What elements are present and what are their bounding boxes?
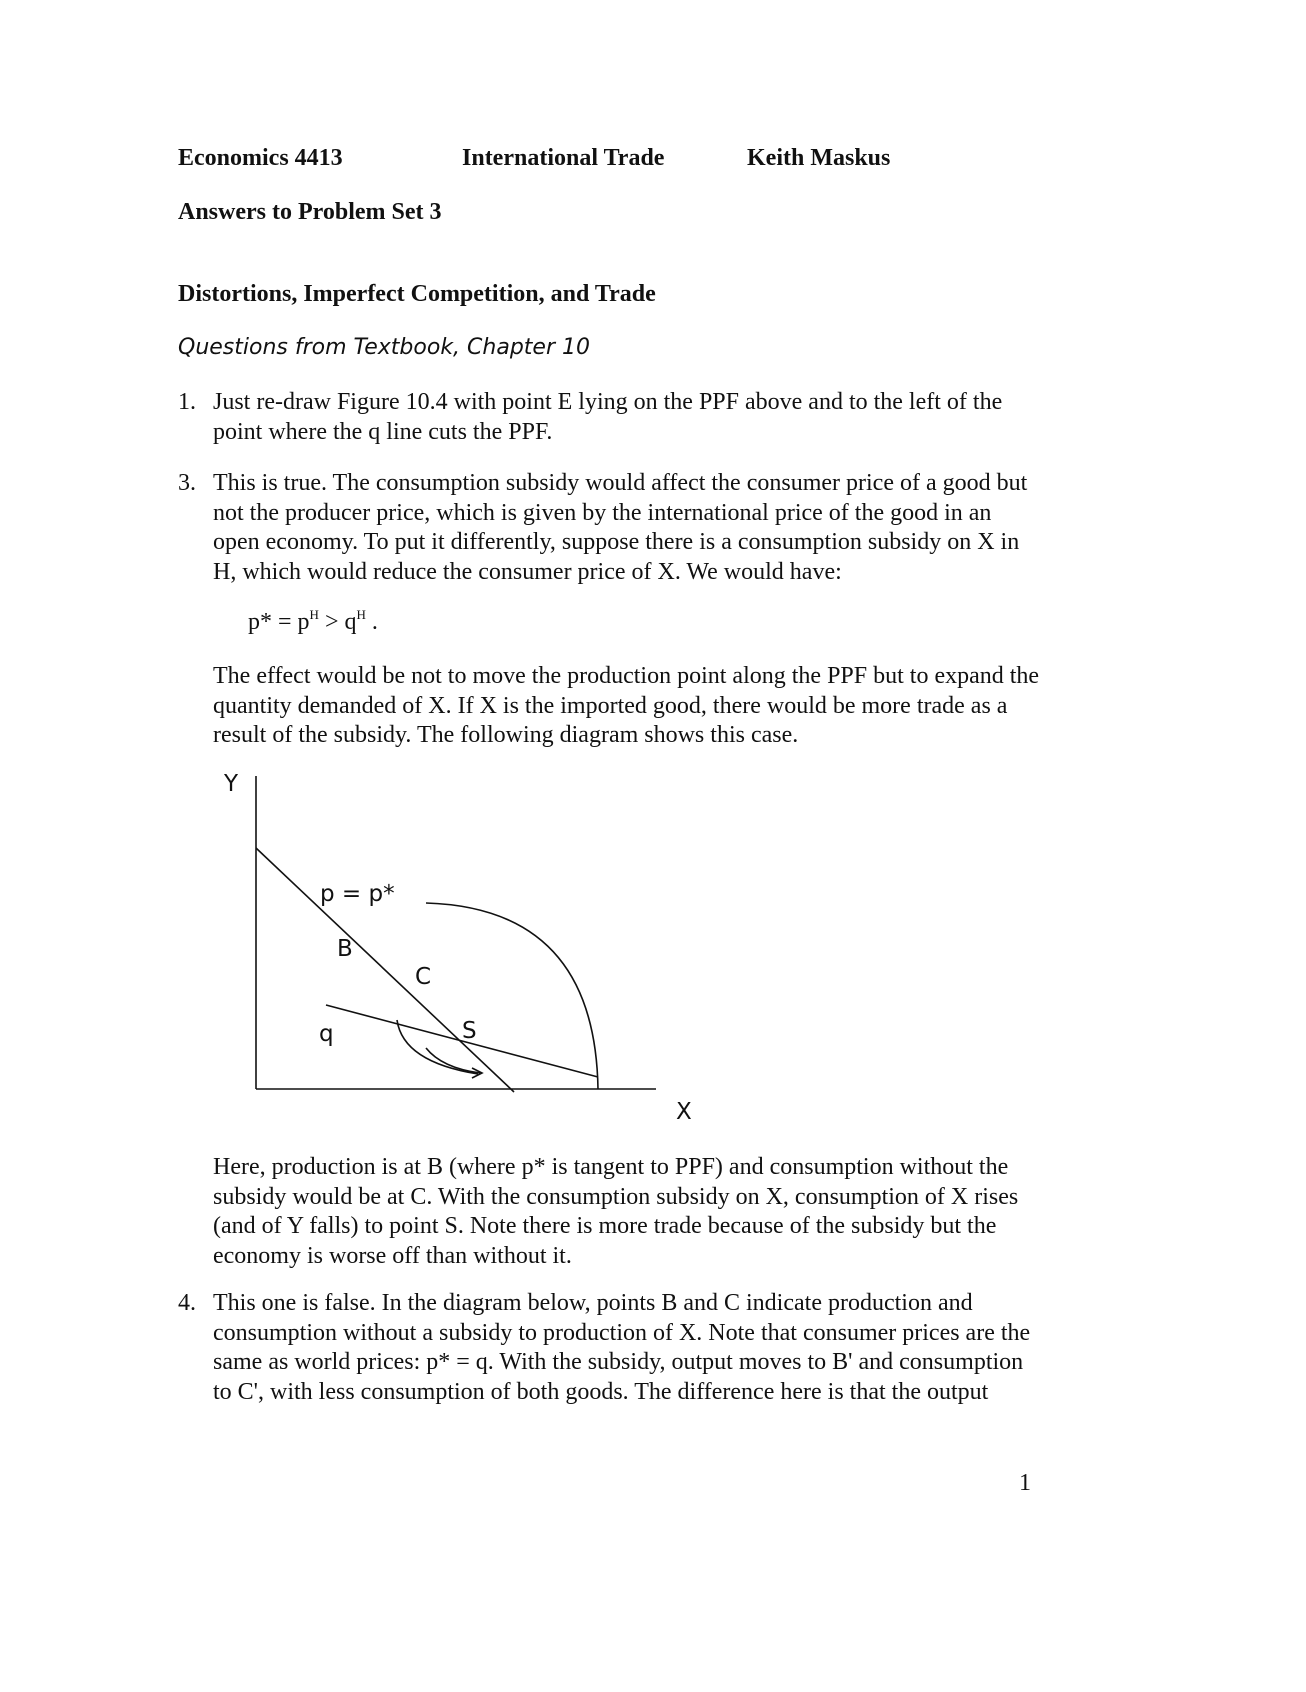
- answer-3-line: subsidy would be at C. With the consumption subsidy on X, consumption of X rises: [213, 1183, 1019, 1210]
- instructor-name: Keith Maskus: [747, 145, 891, 171]
- answer-3-line: open economy. To put it differently, suppose there is a consumption subsidy on X in: [213, 529, 1020, 555]
- section-subheading: Questions from Textbook, Chapter 10: [178, 335, 590, 360]
- point-b-label: B: [337, 936, 353, 962]
- equation-superscript: H: [309, 607, 319, 622]
- price-line-label: p = p*: [320, 881, 395, 907]
- answer-4-line: to C', with less consumption of both goods. The difference here is that the output: [213, 1378, 989, 1405]
- page-number: 1: [1019, 1470, 1031, 1496]
- point-s-label: S: [462, 1018, 477, 1044]
- answer-3-line: quantity demanded of X. If X is the imported good, there would be more trade as a: [213, 692, 1008, 719]
- answer-1-number: 1.: [178, 389, 196, 415]
- answer-4-text: [213, 1289, 1030, 1407]
- answer-3-line: not the producer price, which is given by the international price of the good in an: [213, 499, 992, 526]
- equation-part: p* = p: [248, 609, 310, 635]
- answer-3-line: result of the subsidy. The following diagram shows this case.: [213, 722, 799, 748]
- figure-explanation: [213, 1153, 1018, 1271]
- x-axis-label: X: [676, 1099, 692, 1125]
- equation-part: > q: [318, 609, 357, 635]
- q-line-label: q: [319, 1021, 334, 1047]
- point-c-label: C: [415, 964, 432, 990]
- answer-3-line: This is true. The consumption subsidy would affect the consumer price of a good but: [213, 470, 1028, 496]
- course-label: Economics 4413: [178, 145, 343, 171]
- ppf-curve: [426, 903, 598, 1089]
- answer-3-number: 3.: [178, 470, 196, 496]
- subject-label: International Trade: [462, 145, 665, 171]
- answer-1-line: point where the q line cuts the PPF.: [213, 418, 553, 445]
- answer-1-line: Just re-draw Figure 10.4 with point E lying on the PPF above and to the left of the: [213, 389, 1003, 415]
- answer-3-line: The effect would be not to move the production point along the PPF but to expand the: [213, 663, 1040, 689]
- document-title: Answers to Problem Set 3: [178, 199, 442, 225]
- equation-superscript: H: [356, 607, 366, 622]
- answer-4-line: This one is false. In the diagram below, points B and C indicate production and: [213, 1290, 973, 1316]
- answer-3-line: H, which would reduce the consumer price of X. We would have:: [213, 558, 842, 585]
- answer-4-number: 4.: [178, 1290, 196, 1316]
- equation-part: .: [365, 609, 378, 635]
- answer-4-line: consumption without a subsidy to production of X. Note that consumer prices are the: [213, 1319, 1031, 1346]
- section-heading: Distortions, Imperfect Competition, and Trade: [178, 281, 656, 307]
- answer-3-line: economy is worse off than without it.: [213, 1242, 572, 1269]
- y-axis-label: Y: [224, 771, 239, 797]
- answer-3-line: (and of Y falls) to point S. Note there is more trade because of the subsidy but the: [213, 1213, 997, 1239]
- answer-3-line: Here, production is at B (where p* is tangent to PPF) and consumption without the: [213, 1154, 1009, 1180]
- answer-4-line: same as world prices: p* = q. With the subsidy, output moves to B' and consumption: [213, 1349, 1024, 1375]
